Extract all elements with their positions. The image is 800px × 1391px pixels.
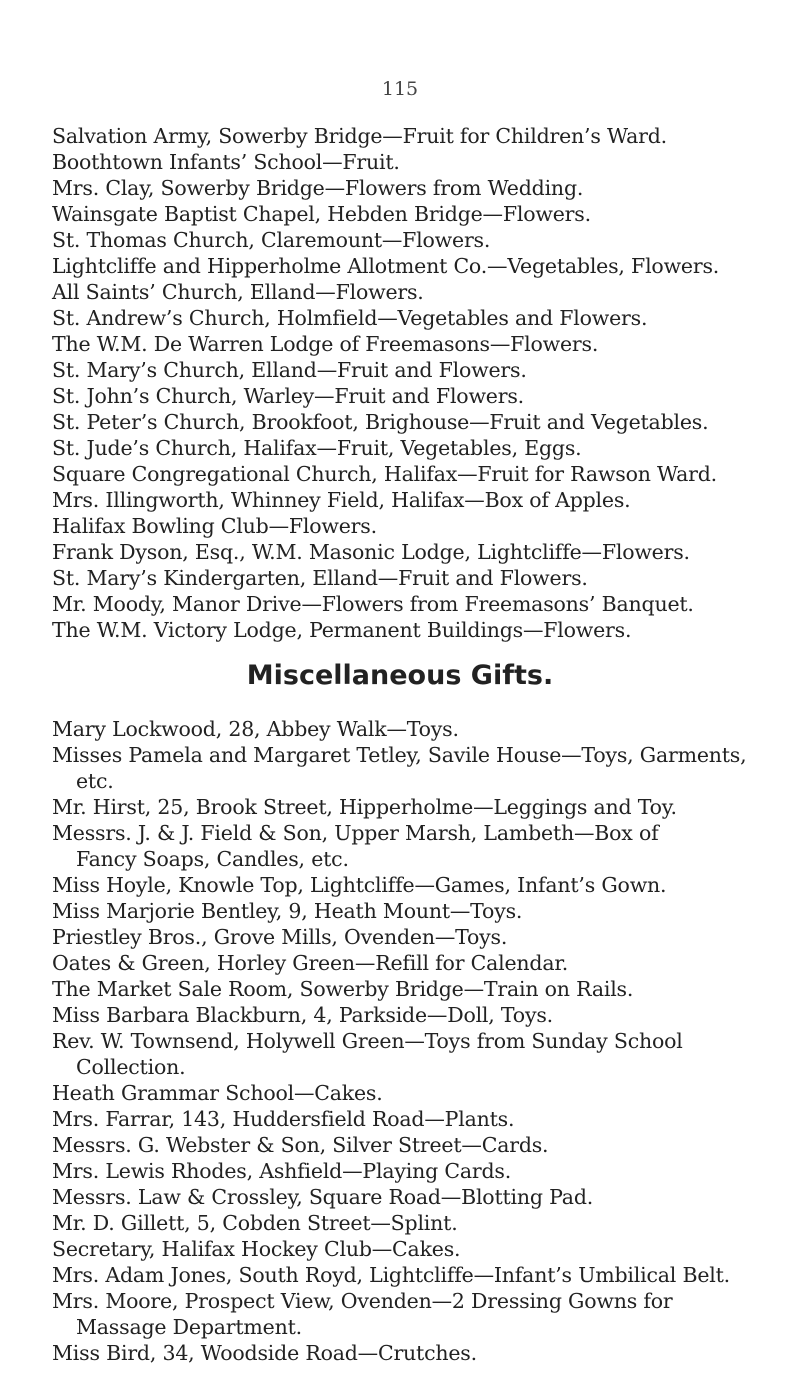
list-item: Mr. Hirst, 25, Brook Street, Hipperholme—Leggings and Toy. <box>52 795 677 819</box>
list-item: Mrs. Farrar, 143, Huddersfield Road—Plants. <box>52 1107 515 1131</box>
list-item: Mrs. Moore, Prospect View, Ovenden—2 Dressing Gowns for <box>52 1289 673 1313</box>
list-item: St. Thomas Church, Claremount—Flowers. <box>52 228 491 252</box>
list-item: St. John’s Church, Warley—Fruit and Flowers. <box>52 384 524 408</box>
list-item: The Market Sale Room, Sowerby Bridge—Train on Rails. <box>52 977 634 1001</box>
list-item: Halifax Bowling Club—Flowers. <box>52 514 377 538</box>
list-item: St. Peter’s Church, Brookfoot, Brighouse—Fruit and Vegetables. <box>52 410 709 434</box>
list-item: All Saints’ Church, Elland—Flowers. <box>52 280 424 304</box>
list-item: Boothtown Infants’ School—Fruit. <box>52 150 400 174</box>
list-item: St. Mary’s Kindergarten, Elland—Fruit and Flowers. <box>52 566 588 590</box>
list-item: Mrs. Clay, Sowerby Bridge—Flowers from Wedding. <box>52 176 584 200</box>
list-item: Mrs. Illingworth, Whinney Field, Halifax—Box of Apples. <box>52 488 631 512</box>
list-item: Mrs. Adam Jones, South Royd, Lightcliffe—Infant’s Umbilical Belt. <box>52 1263 730 1287</box>
list-item: Priestley Bros., Grove Mills, Ovenden—Toys. <box>52 925 508 949</box>
list-item: Salvation Army, Sowerby Bridge—Fruit for Children’s Ward. <box>52 124 667 148</box>
list-item: Oates & Green, Horley Green—Refill for Calendar. <box>52 951 569 975</box>
list-item: Messrs. Law & Crossley, Square Road—Blotting Pad. <box>52 1185 594 1209</box>
list-item: The W.M. Victory Lodge, Permanent Buildings—Flowers. <box>52 618 632 642</box>
list-item: Rev. W. Townsend, Holywell Green—Toys from Sunday School <box>52 1029 683 1053</box>
list-item: Wainsgate Baptist Chapel, Hebden Bridge—Flowers. <box>52 202 591 226</box>
page-number: 115 <box>381 78 419 100</box>
list-item: Messrs. G. Webster & Son, Silver Street—Cards. <box>52 1133 549 1157</box>
list-item-continuation: etc. <box>76 769 114 793</box>
list-item-continuation: Massage Department. <box>76 1315 302 1339</box>
list-item-continuation: Collection. <box>76 1055 186 1079</box>
produce-gifts-list <box>52 123 767 643</box>
list-item: St. Jude’s Church, Halifax—Fruit, Vegetables, Eggs. <box>52 436 582 460</box>
list-item: Mr. D. Gillett, 5, Cobden Street—Splint. <box>52 1211 458 1235</box>
list-item: St. Mary’s Church, Elland—Fruit and Flowers. <box>52 358 527 382</box>
list-item: Mrs. Lewis Rhodes, Ashfield—Playing Cards. <box>52 1159 512 1183</box>
section-heading: Miscellaneous Gifts. <box>246 660 554 691</box>
list-item: Miss Barbara Blackburn, 4, Parkside—Doll, Toys. <box>52 1003 553 1027</box>
list-item: Miss Bird, 34, Woodside Road—Crutches. <box>52 1341 477 1365</box>
list-item: Secretary, Halifax Hockey Club—Cakes. <box>52 1237 461 1261</box>
list-item: Mr. Moody, Manor Drive—Flowers from Freemasons’ Banquet. <box>52 592 694 616</box>
list-item: Square Congregational Church, Halifax—Fruit for Rawson Ward. <box>52 462 717 486</box>
list-item: Heath Grammar School—Cakes. <box>52 1081 383 1105</box>
list-item: St. Andrew’s Church, Holmfield—Vegetables and Flowers. <box>52 306 648 330</box>
miscellaneous-gifts-list <box>52 716 767 1366</box>
list-item-continuation: Fancy Soaps, Candles, etc. <box>76 847 349 871</box>
list-item: Mary Lockwood, 28, Abbey Walk—Toys. <box>52 717 459 741</box>
list-item: The W.M. De Warren Lodge of Freemasons—Flowers. <box>52 332 599 356</box>
list-item: Misses Pamela and Margaret Tetley, Savile House—Toys, Garments, <box>52 743 747 767</box>
list-item: Miss Hoyle, Knowle Top, Lightcliffe—Games, Infant’s Gown. <box>52 873 667 897</box>
list-item: Miss Marjorie Bentley, 9, Heath Mount—Toys. <box>52 899 523 923</box>
list-item: Lightcliffe and Hipperholme Allotment Co.—Vegetables, Flowers. <box>52 254 720 278</box>
list-item: Messrs. J. & J. Field & Son, Upper Marsh, Lambeth—Box of <box>52 821 659 845</box>
list-item: Frank Dyson, Esq., W.M. Masonic Lodge, Lightcliffe—Flowers. <box>52 540 690 564</box>
